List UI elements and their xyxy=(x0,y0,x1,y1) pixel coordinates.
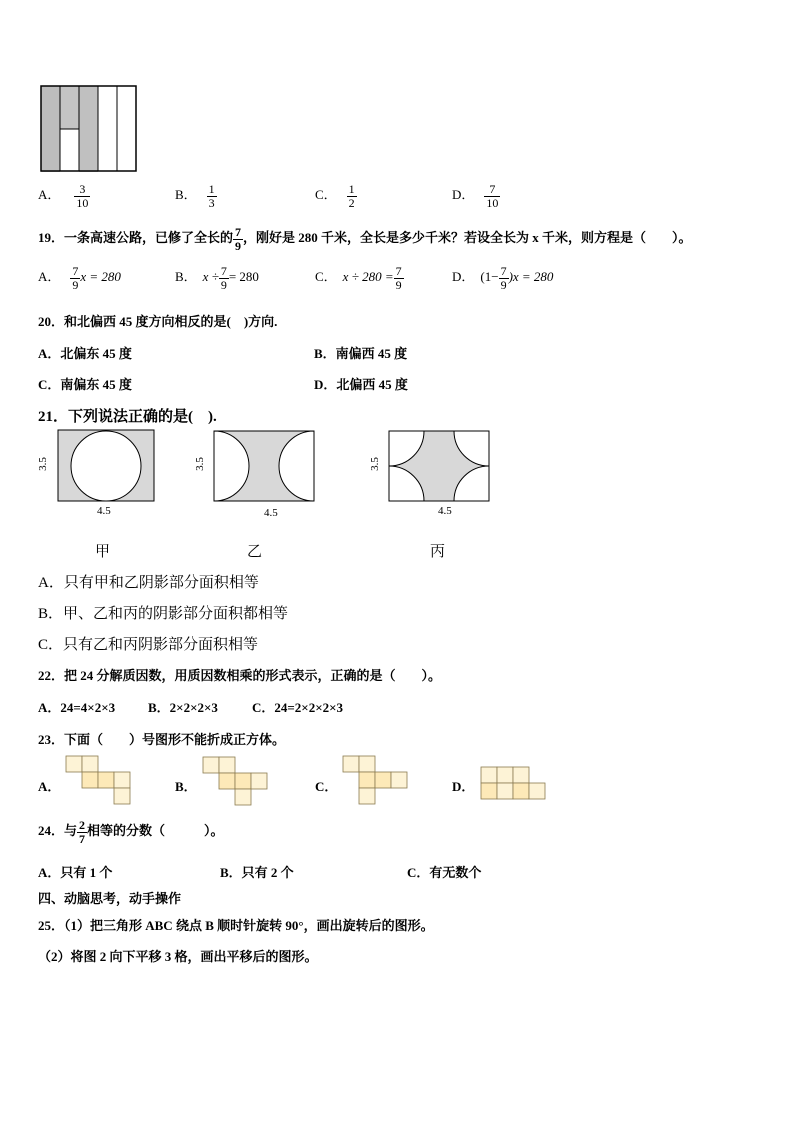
q21-figure-yi xyxy=(214,431,314,503)
q22-option-a[interactable]: A．24=4×2×3 xyxy=(38,700,116,715)
q21-yi-width: 4.5 xyxy=(264,507,278,519)
q20-question: 20．和北偏西 45 度方向相反的是( )方向. xyxy=(38,314,278,329)
q20-option-b[interactable]: B．南偏西 45 度 xyxy=(314,346,408,361)
q20-option-c[interactable]: C．南偏东 45 度 xyxy=(38,377,132,392)
q23-question: 23．下面（ ）号图形不能折成正方体。 xyxy=(38,732,286,747)
q21-option-a[interactable]: A．只有甲和乙阴影部分面积相等 xyxy=(38,575,259,591)
q21-figure-jia xyxy=(58,430,154,502)
q24-option-a[interactable]: A．只有 1 个 xyxy=(38,865,113,880)
q23-option-b[interactable]: B． xyxy=(175,779,197,794)
q23-net-d xyxy=(481,767,545,799)
q22-option-c[interactable]: C．24=2×2×2×3 xyxy=(252,700,344,715)
q19-option-c[interactable]: C． x ÷ 280 = $\frac{7}{9}$ xyxy=(315,264,402,292)
q18-option-c[interactable]: C． $\frac{1}{2}$ xyxy=(315,182,355,210)
q23-option-a[interactable]: A． xyxy=(38,779,61,794)
q21-yi-height: 3.5 xyxy=(193,457,206,471)
q19-option-a[interactable]: A． $\frac{7}{9}$ x = 280 xyxy=(38,264,121,292)
q23-net-a xyxy=(66,756,130,804)
q21-bing-height: 3.5 xyxy=(368,457,381,471)
q21-question: 21．下列说法正确的是( ). xyxy=(38,409,217,425)
q21-label-yi: 乙 xyxy=(247,544,263,560)
q18-fraction-figure xyxy=(41,86,137,172)
q18-option-a[interactable]: A． $\frac{3}{10}$ xyxy=(38,182,89,210)
q21-label-jia: 甲 xyxy=(95,544,111,560)
q18-option-d[interactable]: D． $\frac{7}{10}$ xyxy=(452,182,499,210)
q23-option-d[interactable]: D． xyxy=(452,779,475,794)
q20-option-d[interactable]: D．北偏西 45 度 xyxy=(314,377,408,392)
q21-option-c[interactable]: C．只有乙和丙阴影部分面积相等 xyxy=(38,637,259,653)
q24-question: 24．与 $\frac{2}{7}$ 相等的分数（ ）。 xyxy=(38,818,224,846)
q19-option-b[interactable]: B． x ÷ $\frac{7}{9}$ = 280 xyxy=(175,264,259,292)
q21-jia-height: 3.5 xyxy=(36,457,49,471)
q24-option-b[interactable]: B．只有 2 个 xyxy=(220,865,294,880)
section-four-heading: 四、动脑思考，动手操作 xyxy=(38,891,182,906)
q23-option-c[interactable]: C． xyxy=(315,779,338,794)
q23-net-b xyxy=(203,757,267,805)
q21-jia-width: 4.5 xyxy=(97,505,111,517)
q21-figure-bing xyxy=(389,431,489,503)
q21-bing-width: 4.5 xyxy=(438,505,452,517)
q22-question: 22．把 24 分解质因数，用质因数相乘的形式表示，正确的是（ ）。 xyxy=(38,668,442,683)
q25-part1: 25．（1）把三角形 ABC 绕点 B 顺时针旋转 90°，画出旋转后的图形。 xyxy=(38,918,434,933)
q24-option-c[interactable]: C．有无数个 xyxy=(407,865,482,880)
q18-option-b[interactable]: B． $\frac{1}{3}$ xyxy=(175,182,215,210)
q19-option-d[interactable]: D． (1− $\frac{7}{9}$ )x = 280 xyxy=(452,264,554,292)
q21-option-b[interactable]: B．甲、乙和丙的阴影部分面积都相等 xyxy=(38,606,289,622)
q19-question: 19．一条高速公路，已修了全长的 $\frac{7}{9}$ ，刚好是 280 千米，全长是多少千米？若设全长为 x 千米，则方程是（ ）。 xyxy=(38,225,692,253)
q23-net-c xyxy=(343,756,407,804)
q25-part2: （2）将图 2 向下平移 3 格，画出平移后的图形。 xyxy=(38,949,318,964)
q21-label-bing: 丙 xyxy=(430,544,446,560)
q22-option-b[interactable]: B．2×2×2×3 xyxy=(148,700,218,715)
q20-option-a[interactable]: A．北偏东 45 度 xyxy=(38,346,132,361)
